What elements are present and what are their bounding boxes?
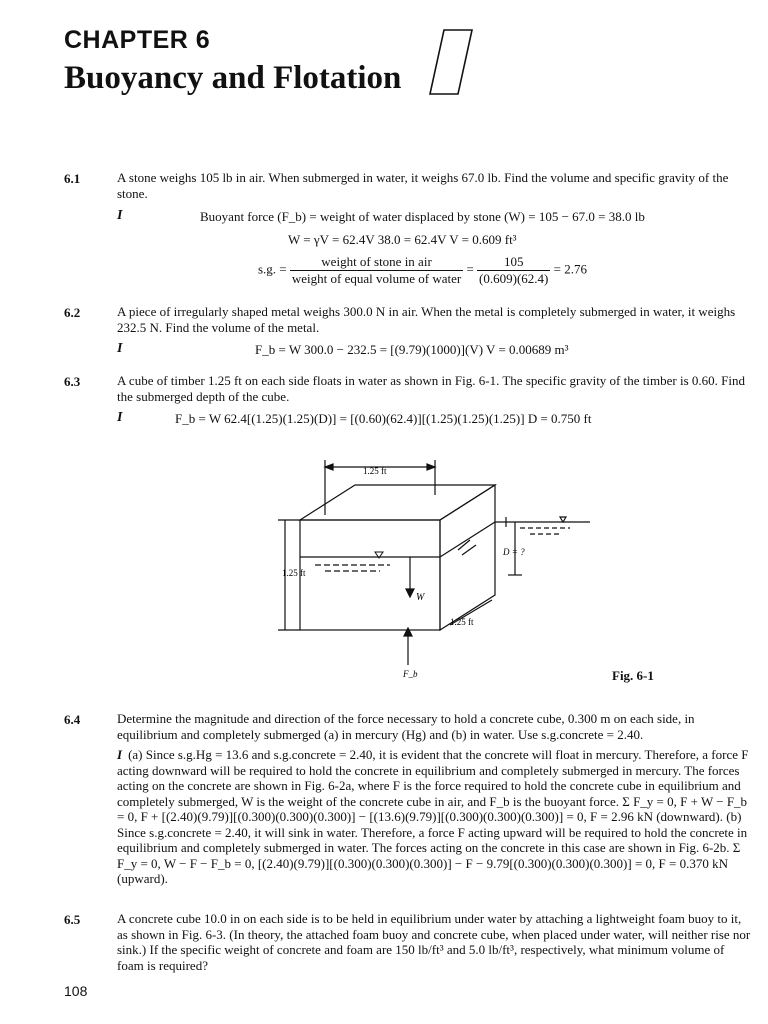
cube-right-face — [440, 485, 495, 630]
sg-numerator: weight of stone in air — [290, 254, 463, 271]
solution-line: F_b = W 62.4[(1.25)(1.25)(D)] = [(0.60)(62.4)][(1.25)(1.25)(1.25)] D = 0.750 ft — [175, 411, 592, 426]
problem-statement: Determine the magnitude and direction of the force necessary to hold a concrete cube, 0.300 m on each side, in equilibrium and completely submerged (a) in mercury (Hg) and (b) in water. Use s.g.concrete = 2.40. — [117, 711, 695, 742]
sg-denominator: weight of equal volume of water — [291, 271, 462, 286]
solution-line: W = γV = 62.4V 38.0 = 62.4V V = 0.609 ft³ — [288, 232, 517, 247]
problem-number: 6.4 — [64, 712, 81, 727]
chapter-label: CHAPTER 6 — [64, 26, 211, 54]
right-dimension-label: 1.25 ft — [450, 617, 474, 627]
weight-label: W — [416, 592, 425, 603]
solution-line: F_b = W 300.0 − 232.5 = [(9.79)(1000)](V) V = 0.00689 m³ — [255, 342, 569, 357]
specific-gravity-equation — [258, 254, 587, 287]
solution-text: (a) Since s.g.Hg = 13.6 and s.g.concrete = 2.40, it is evident that the concrete will float in mercury. Therefore, a force F acting downward will be required to hold the concrete in equilibrium and completely submerged in mercury. The forces acting on the concrete are shown in Fig. 6-2a, where F is the force required to hold the concrete cube in equilibrium and completely submerged, W is the weight of the concrete cube in air, and F_b is the buoyant force. Σ F_y = 0, F + W − F_b = 0, F + [(2.40)(9.79)][(0.300)(0.300)(0.300)] − [(13.6)(9.79)][(0.300)(0.300)(0.300)] = 0, F = 2.96 kN (downward). (b) Since s.g.concrete = 2.40, it will sink in water. Therefore, a force F acting upward will be required to hold the concrete in equilibrium and completely submerged in water. The forces acting on the concrete in this case are shown in Fig. 6-2b. Σ F_y = 0, W − F − F_b = 0, [(2.40)(9.79)][(0.300)(0.300)(0.300)] − F − 9.79[(0.300)(0.300)(0.300)] = 0, F = 0.370 kN (upward). — [117, 747, 749, 886]
problem-statement: A concrete cube 10.0 in on each side is to be held in equilibrium under water by attaching a lightweight foam buoy to it, as shown in Fig. 6-3. (In theory, the attached foam buoy and concrete cube, when placed under water, will neither rise nor sink.) If the specific weight of concrete and foam are 150 lb/ft³ and 5.0 lb/ft³, respectively, what minimum volume of foam is required? — [117, 911, 751, 973]
cube-front-face — [300, 520, 440, 630]
sg-equals: = — [466, 261, 474, 277]
buoyant-force-label: F_b — [403, 669, 418, 679]
cube-top-face — [300, 485, 495, 520]
figure-caption: Fig. 6-1 — [612, 668, 654, 683]
solution-paragraph — [117, 747, 753, 887]
solution-marker: I — [117, 410, 123, 425]
problem-number: 6.5 — [64, 912, 81, 927]
depth-label: D = ? — [503, 547, 525, 557]
figure-6-1 — [270, 455, 610, 685]
solution-marker: I — [117, 341, 123, 356]
solution-line: Buoyant force (F_b) = weight of water displaced by stone (W) = 105 − 67.0 = 38.0 lb — [200, 209, 645, 224]
chapter-title: Buoyancy and Flotation — [64, 60, 402, 96]
solution-marker: I — [117, 208, 123, 223]
solution-marker: I — [117, 747, 123, 762]
sg-numerator-value: 105 — [477, 254, 550, 271]
sg-fraction — [290, 254, 463, 287]
chapter-box-graphic — [428, 28, 476, 98]
problem-number: 6.3 — [64, 374, 81, 389]
sg-denominator-value: (0.609)(62.4) — [479, 271, 549, 286]
problem-statement: A stone weighs 105 lb in air. When submerged in water, it weighs 67.0 lb. Find the volume and specific gravity of the stone. — [117, 170, 729, 201]
problem-number: 6.1 — [64, 171, 81, 186]
sg-fraction-values — [477, 254, 550, 287]
problem-number: 6.2 — [64, 305, 81, 320]
problem-statement: A piece of irregularly shaped metal weighs 300.0 N in air. When the metal is completely submerged in water, it weighs 232.5 N. Find the volume of the metal. — [117, 304, 736, 335]
page-number: 108 — [64, 983, 88, 999]
sg-prefix: s.g. = — [258, 261, 287, 277]
left-dimension-label: 1.25 ft — [282, 568, 306, 578]
top-dimension-label: 1.25 ft — [363, 466, 387, 476]
sg-result: = 2.76 — [553, 261, 587, 277]
problem-statement: A cube of timber 1.25 ft on each side floats in water as shown in Fig. 6-1. The specific gravity of the timber is 0.60. Find the submerged depth of the cube. — [117, 373, 745, 404]
